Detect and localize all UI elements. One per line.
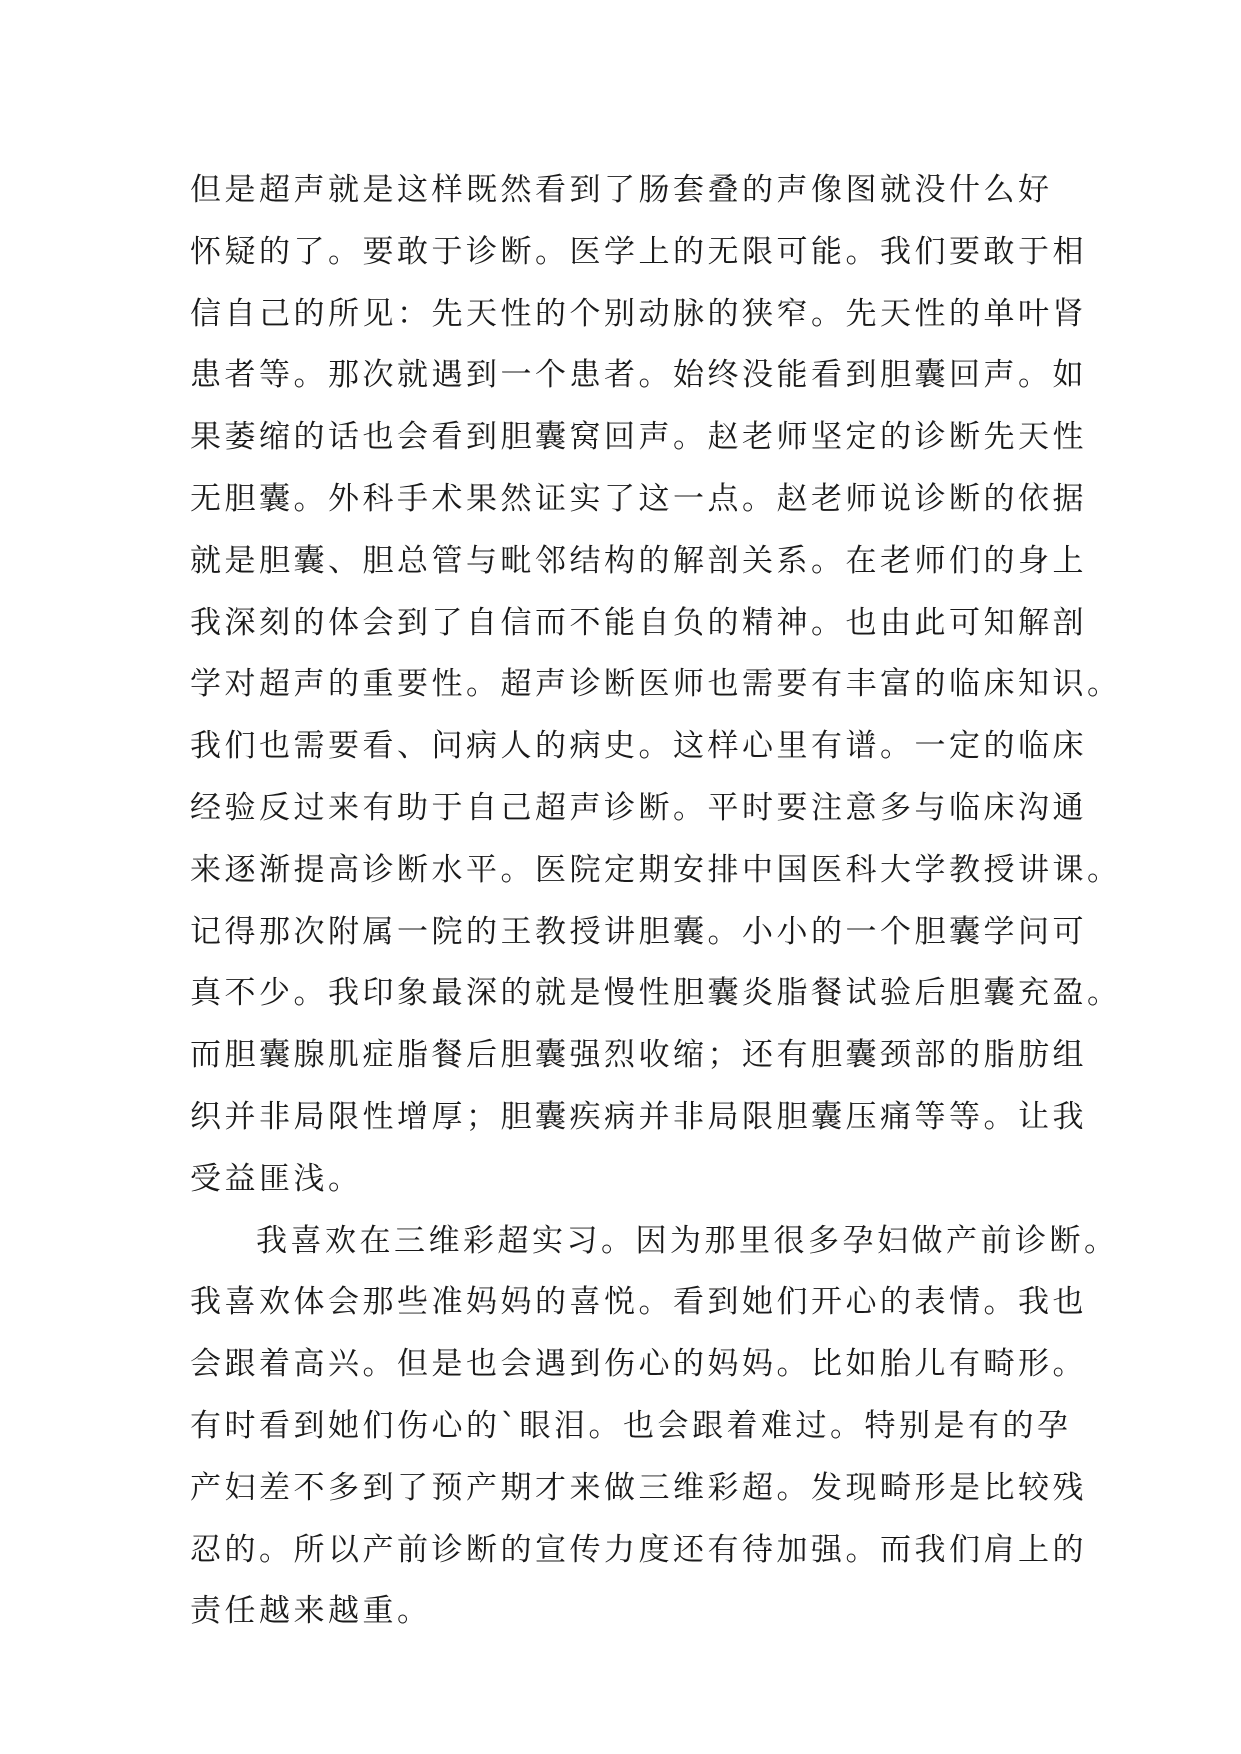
text-line: 我深刻的体会到了自信而不能自负的精神。也由此可知解剖: [190, 604, 1087, 641]
text-line: 记得那次附属一院的王教授讲胆囊。小小的一个胆囊学问可: [190, 913, 1087, 950]
text-line: 但是超声就是这样既然看到了肠套叠的声像图就没什么好: [190, 172, 1053, 208]
document-body: [190, 160, 1122, 1643]
text-line: 果萎缩的话也会看到胆囊窝回声。赵老师坚定的诊断先天性: [190, 419, 1087, 456]
text-line: 会跟着高兴。但是也会遇到伤心的妈妈。比如胎儿有畸形。: [190, 1346, 1087, 1383]
text-line: 产妇差不多到了预产期才来做三维彩超。发现畸形是比较残: [190, 1469, 1087, 1506]
text-line: 就是胆囊、胆总管与毗邻结构的解剖关系。在老师们的身上: [190, 542, 1087, 579]
text-line: 真不少。我印象最深的就是慢性胆囊炎脂餐试验后胆囊充盈。: [190, 975, 1122, 1012]
text-line: 学对超声的重要性。超声诊断医师也需要有丰富的临床知识。: [190, 666, 1122, 703]
text-line: 责任越来越重。: [190, 1593, 432, 1630]
text-line: 怀疑的了。要敢于诊断。医学上的无限可能。我们要敢于相: [190, 233, 1087, 270]
text-line: 经验反过来有助于自己超声诊断。平时要注意多与临床沟通: [190, 789, 1087, 826]
text-line: 信自己的所见：先天性的个别动脉的狭窄。先天性的单叶肾: [190, 295, 1087, 332]
paragraph-first-line: 我喜欢在三维彩超实习。因为那里很多孕妇做产前诊断。: [256, 1222, 1119, 1259]
text-line: 有时看到她们伤心的`眼泪。也会跟着难过。特别是有的孕: [190, 1407, 1072, 1444]
text-line: 无胆囊。外科手术果然证实了这一点。赵老师说诊断的依据: [190, 480, 1087, 517]
text-line: 患者等。那次就遇到一个患者。始终没能看到胆囊回声。如: [190, 357, 1087, 394]
text-line: 受益匪浅。: [190, 1160, 363, 1197]
text-line: 而胆囊腺肌症脂餐后胆囊强烈收缩；还有胆囊颈部的脂肪组: [190, 1037, 1087, 1074]
text-line: 我喜欢体会那些准妈妈的喜悦。看到她们开心的表情。我也: [190, 1284, 1087, 1321]
text-line: 来逐渐提高诊断水平。医院定期安排中国医科大学教授讲课。: [190, 851, 1122, 888]
text-line: 忍的。所以产前诊断的宣传力度还有待加强。而我们肩上的: [190, 1531, 1087, 1568]
text-line: 我们也需要看、问病人的病史。这样心里有谱。一定的临床: [190, 728, 1087, 765]
text-line: 织并非局限性增厚；胆囊疾病并非局限胆囊压痛等等。让我: [190, 1098, 1087, 1135]
